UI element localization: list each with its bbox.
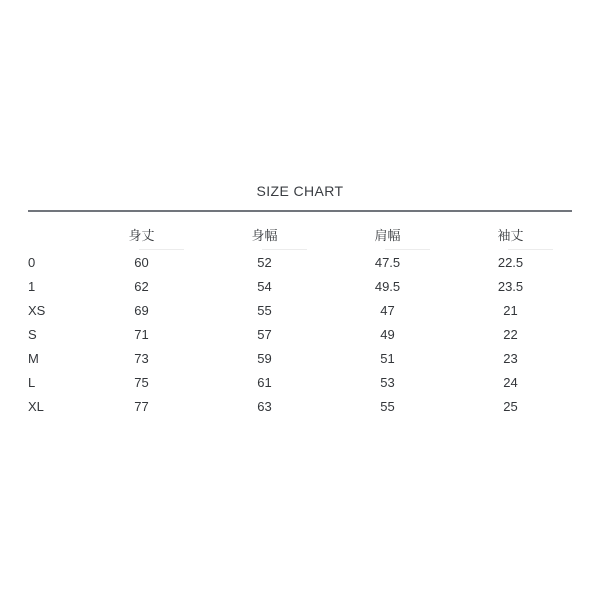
row-label: XL — [28, 399, 44, 414]
table-cell: 60 — [134, 255, 149, 270]
table-cell: 21 — [503, 303, 518, 318]
table-row-size-l — [28, 371, 572, 395]
table-cell: 55 — [380, 399, 395, 414]
table-cell: 63 — [257, 399, 272, 414]
table-cell: 23.5 — [497, 279, 524, 294]
table-cell: 47.5 — [374, 255, 401, 270]
column-header-shoulder-width — [326, 212, 449, 251]
table-cell: 57 — [257, 327, 272, 342]
table-cell: 22.5 — [497, 255, 524, 270]
table-row-size-s — [28, 323, 572, 347]
row-label: 1 — [28, 279, 36, 294]
table-row-size-0 — [28, 251, 572, 275]
row-label: L — [28, 375, 36, 390]
table-cell: 62 — [134, 279, 149, 294]
column-header-underline — [385, 249, 430, 250]
column-header-label: 身幅 — [251, 228, 278, 243]
table-cell: 51 — [380, 351, 395, 366]
table-cell: 54 — [257, 279, 272, 294]
column-header-body-length — [80, 212, 203, 251]
table-cell: 75 — [134, 375, 149, 390]
table-cell: 52 — [257, 255, 272, 270]
table-cell: 71 — [134, 327, 149, 342]
column-header-underline — [508, 249, 553, 250]
column-header-sleeve-length — [449, 212, 572, 251]
row-label: M — [28, 351, 39, 366]
table-cell: 49 — [380, 327, 395, 342]
table-cell: 22 — [503, 327, 518, 342]
column-header-underline — [139, 249, 184, 250]
table-cell: 55 — [257, 303, 272, 318]
table-cell: 73 — [134, 351, 149, 366]
page-title: SIZE CHART — [256, 183, 344, 199]
table-cell: 47 — [380, 303, 395, 318]
table-cell: 23 — [503, 351, 518, 366]
table-cell: 69 — [134, 303, 149, 318]
column-header-label: 肩幅 — [374, 228, 401, 243]
table-row-size-m — [28, 347, 572, 371]
table-corner-cell — [28, 212, 80, 251]
row-label: XS — [28, 303, 46, 318]
table-row-size-1 — [28, 275, 572, 299]
table-cell: 59 — [257, 351, 272, 366]
column-header-body-width — [203, 212, 326, 251]
table-cell: 77 — [134, 399, 149, 414]
table-cell: 24 — [503, 375, 518, 390]
column-header-underline — [262, 249, 307, 250]
column-header-label: 身丈 — [128, 228, 155, 243]
table-row-size-xl — [28, 395, 572, 419]
size-chart-table — [28, 212, 572, 419]
table-cell: 49.5 — [374, 279, 401, 294]
table-row-size-xs — [28, 299, 572, 323]
table-cell: 53 — [380, 375, 395, 390]
row-label: S — [28, 327, 37, 342]
table-cell: 25 — [503, 399, 518, 414]
table-header-row — [28, 212, 572, 251]
row-label: 0 — [28, 255, 36, 270]
table-cell: 61 — [257, 375, 272, 390]
column-header-label: 袖丈 — [497, 228, 524, 243]
